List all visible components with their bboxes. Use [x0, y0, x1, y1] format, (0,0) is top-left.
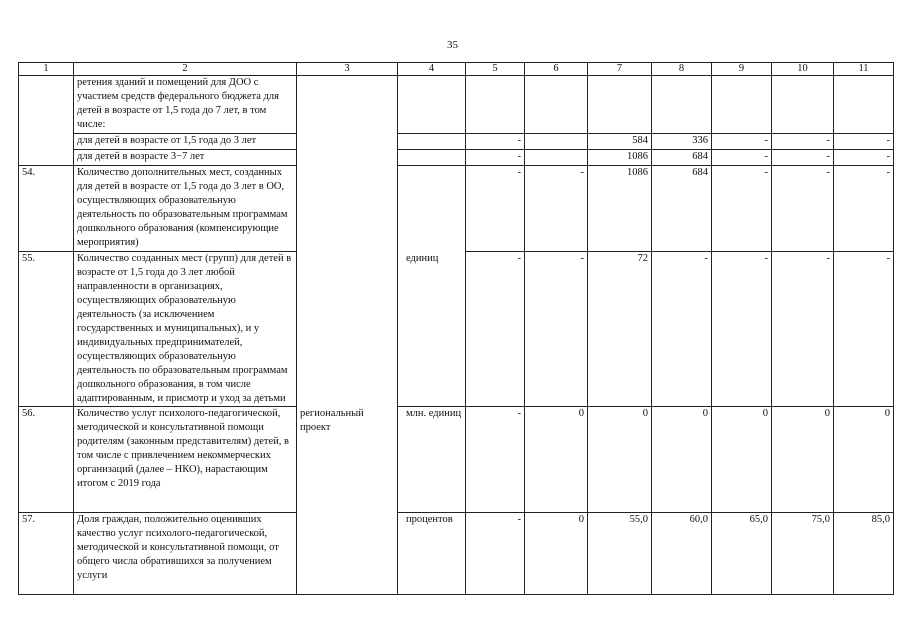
indicator-name: для детей в возрасте от 1,5 года до 3 лет: [74, 134, 297, 150]
indicator-name: Количество услуг психолого-педагогической, методической и консультативной помощи родителям (законным представителям) детей, в том числе с привлечением некоммерческих организаций (далее – НКО), нарастающим итогом с 2019 года: [74, 407, 297, 513]
indicators-table: [18, 62, 894, 595]
value-cell: 75,0: [772, 513, 834, 595]
value-cell: [525, 76, 588, 134]
value-cell: -: [712, 252, 772, 407]
value-cell: -: [712, 150, 772, 166]
value-cell: -: [712, 134, 772, 150]
value-cell: -: [772, 252, 834, 407]
value-cell: -: [466, 134, 525, 150]
value-cell: 0: [772, 407, 834, 513]
value-cell: -: [525, 166, 588, 252]
column-header: 9: [712, 63, 772, 76]
value-cell: -: [834, 134, 894, 150]
unit-cell: млн. единиц: [398, 407, 466, 513]
unit-cell: [398, 134, 466, 150]
indicator-name: Количество созданных мест (групп) для детей в возрасте от 1,5 года до 3 лет любой направленности в организациях, осуществляющих образовательную деятельность (за исключением государственных и муниципальных), и у индивидуальных предпринимателей, осуществляющих образовательную деятельность по образовательным программам дошкольного образования, в том числе адаптированным, и присмотр и уход за детьми: [74, 252, 297, 407]
column-header: 3: [297, 63, 398, 76]
value-cell: 684: [652, 150, 712, 166]
value-cell: 0: [588, 407, 652, 513]
value-cell: 0: [712, 407, 772, 513]
row-number: 55.: [19, 252, 74, 407]
row-number: 56.: [19, 407, 74, 513]
table-row: [19, 513, 894, 595]
table-row: [19, 407, 894, 513]
value-cell: [466, 76, 525, 134]
project-cell: [297, 76, 398, 166]
unit-cell: единиц: [398, 252, 466, 407]
page-number: 35: [447, 39, 458, 51]
indicator-name: для детей в возрасте 3−7 лет: [74, 150, 297, 166]
column-header: 7: [588, 63, 652, 76]
project-cell: [297, 166, 398, 252]
value-cell: 85,0: [834, 513, 894, 595]
column-header: 11: [834, 63, 894, 76]
value-cell: 0: [525, 513, 588, 595]
column-header: 8: [652, 63, 712, 76]
row-number: 54.: [19, 166, 74, 252]
value-cell: 684: [652, 166, 712, 252]
value-cell: -: [525, 252, 588, 407]
value-cell: -: [834, 166, 894, 252]
value-cell: 55,0: [588, 513, 652, 595]
table-row: [19, 76, 894, 134]
value-cell: -: [772, 150, 834, 166]
value-cell: 0: [525, 407, 588, 513]
value-cell: -: [834, 252, 894, 407]
value-cell: -: [466, 166, 525, 252]
value-cell: 1086: [588, 150, 652, 166]
value-cell: 0: [834, 407, 894, 513]
value-cell: [712, 76, 772, 134]
column-header: 10: [772, 63, 834, 76]
value-cell: 1086: [588, 166, 652, 252]
value-cell: [525, 150, 588, 166]
column-header: 2: [74, 63, 297, 76]
value-cell: -: [466, 150, 525, 166]
indicator-name: ретения зданий и помещений для ДОО с участием средств федерального бюджета для детей в возрасте от 1,5 года до 7 лет, в том числе:: [74, 76, 297, 134]
value-cell: [652, 76, 712, 134]
value-cell: -: [652, 252, 712, 407]
value-cell: -: [466, 252, 525, 407]
row-number: [19, 76, 74, 166]
project-cell: региональный проект: [297, 407, 398, 595]
row-number: 57.: [19, 513, 74, 595]
table-row: [19, 252, 894, 407]
value-cell: -: [466, 513, 525, 595]
value-cell: 584: [588, 134, 652, 150]
value-cell: 0: [652, 407, 712, 513]
value-cell: -: [834, 150, 894, 166]
indicator-name: Доля граждан, положительно оценивших качество услуг психолого-педагогической, методической и консультативной помощи, от общего числа обратившихся за получением услуги: [74, 513, 297, 595]
value-cell: [525, 134, 588, 150]
column-header: 1: [19, 63, 74, 76]
value-cell: 65,0: [712, 513, 772, 595]
unit-cell: [398, 166, 466, 252]
header-row: [19, 63, 894, 76]
table-row: [19, 134, 894, 150]
value-cell: -: [466, 407, 525, 513]
value-cell: 336: [652, 134, 712, 150]
value-cell: [834, 76, 894, 134]
value-cell: 60,0: [652, 513, 712, 595]
value-cell: -: [772, 166, 834, 252]
value-cell: -: [772, 134, 834, 150]
value-cell: [588, 76, 652, 134]
unit-cell: процентов: [398, 513, 466, 595]
column-header: 4: [398, 63, 466, 76]
table-row: [19, 166, 894, 252]
value-cell: [772, 76, 834, 134]
unit-cell: [398, 150, 466, 166]
project-cell: [297, 252, 398, 407]
column-header: 6: [525, 63, 588, 76]
value-cell: -: [712, 166, 772, 252]
value-cell: 72: [588, 252, 652, 407]
column-header: 5: [466, 63, 525, 76]
indicator-name: Количество дополнительных мест, созданных для детей в возрасте от 1,5 года до 3 лет в ОО, осуществляющих образовательную деятельность по образовательным программам дошкольного образования (компенсирующие мероприятия): [74, 166, 297, 252]
unit-cell: [398, 76, 466, 134]
table-row: [19, 150, 894, 166]
